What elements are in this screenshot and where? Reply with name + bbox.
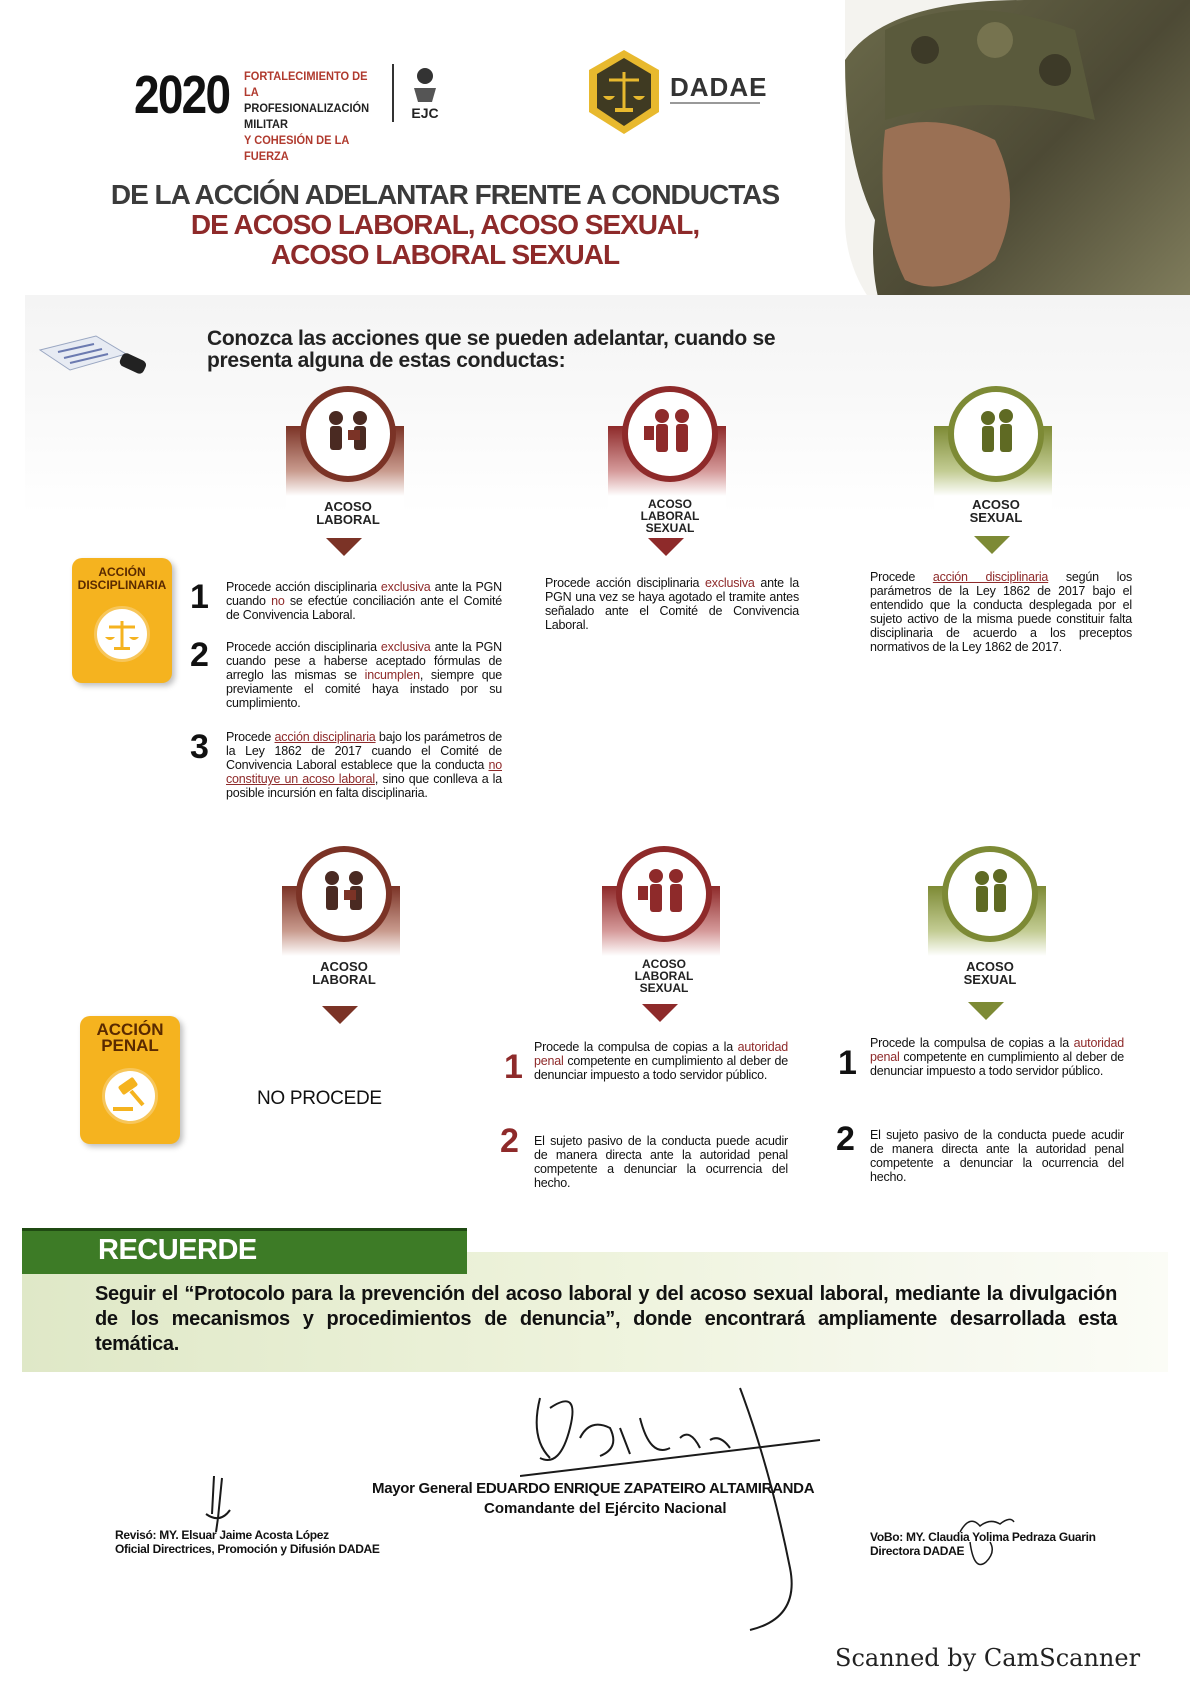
penal-ls-number-1: 1	[504, 1048, 523, 1086]
svg-text:EJC: EJC	[411, 105, 439, 121]
vobo-block: VoBo: MY. Claudia Yolima Pedraza Guarin Directora DADAE	[870, 1530, 1096, 1558]
signer-role: Comandante del Ejército Nacional	[484, 1500, 727, 1517]
dadae-logo-underline	[670, 102, 760, 104]
campaign-logo-text: FORTALECIMIENTO DE LA PROFESIONALIZACIÓN MILITAR Y COHESIÓN DE LA FUERZA	[244, 69, 370, 163]
harassment-office-icon	[616, 846, 712, 942]
penal-sexual-item-2: El sujeto pasivo de la conducta puede acudir de manera directa ante la autoridad penal competente a denunciar la ocurrencia del hecho.	[870, 1128, 1124, 1184]
item-number-1: 1	[190, 578, 209, 616]
year-logo: 2020	[134, 65, 230, 125]
item-number-2: 2	[190, 636, 209, 674]
harassment-people-icon	[300, 386, 396, 482]
recuerde-label: RECUERDE	[98, 1234, 257, 1266]
badge-acoso-laboral-sexual-1: ACOSO LABORAL SEXUAL	[602, 386, 732, 556]
signer-name: Mayor General EDUARDO ENRIQUE ZAPATEIRO ALTAMIRANDA	[372, 1480, 815, 1497]
harassment-couple-icon	[942, 846, 1038, 942]
badge-acoso-laboral-sexual-2: ACOSO LABORAL SEXUAL	[596, 846, 726, 1016]
scanner-watermark: Scanned by CamScanner	[835, 1644, 1141, 1672]
army-emblem-icon	[400, 62, 450, 124]
badge-acoso-laboral-1: ACOSO LABORAL	[280, 386, 410, 556]
badge-acoso-sexual-1: ACOSO SEXUAL	[928, 386, 1058, 556]
accion-disciplinaria-box: ACCIÓN DISCIPLINARIA	[72, 558, 172, 683]
badge-acoso-sexual-2: ACOSO SEXUAL	[922, 846, 1052, 1016]
disciplinaria-laboral-item-1: Procede acción disciplinaria exclusiva ante la PGN cuando no se efectúe conciliación ante el Comité de Convivencia Laboral.	[226, 580, 502, 622]
penal-ls-number-2: 2	[500, 1122, 519, 1160]
item-number-3: 3	[190, 728, 209, 766]
reviso-signature-image	[200, 1474, 240, 1534]
penal-s-number-1: 1	[838, 1044, 857, 1082]
disciplinaria-laboral-sexual-text: Procede acción disciplinaria exclusiva ante la PGN una vez se haya agotado el tramite antes señalado ante el Comité de Convivencia Laboral.	[545, 576, 799, 632]
scales-icon	[94, 606, 150, 662]
intro-text: Conozca las acciones que se pueden adelantar, cuando se presenta alguna de estas conductas:	[207, 327, 776, 372]
disciplinaria-sexual-text: Procede acción disciplinaria según los parámetros de la Ley 1862 de 2017 bajo el entendido que la conducta desplegada por el sujeto activo de la misma puede constituir falta disciplinaria de acuerdo a los preceptos normativos de la Ley 1862 de 2017.	[870, 570, 1132, 654]
dadae-logo-text: DADAE	[670, 72, 768, 102]
harassment-office-icon	[622, 386, 718, 482]
penal-laboral-sexual-item-1: Procede la compulsa de copias a la autoridad penal competente en cumplimiento al deber de denunciar impuesto a todo servidor público.	[534, 1040, 788, 1082]
harassment-couple-icon	[948, 386, 1044, 482]
penal-laboral-sexual-item-2: El sujeto pasivo de la conducta puede acudir de manera directa ante la autoridad penal competente a denunciar la ocurrencia del hecho.	[534, 1134, 788, 1190]
penal-laboral-no-procede: NO PROCEDE	[257, 1088, 382, 1109]
gavel-icon	[102, 1068, 158, 1124]
reviso-block: Revisó: MY. Elsuar Jaime Acosta López Oficial Directrices, Promoción y Difusión DADAE	[115, 1528, 380, 1556]
disciplinaria-laboral-item-2: Procede acción disciplinaria exclusiva ante la PGN cuando pese a haberse aceptado fórmulas de arreglo las mismas se incumplen, siempre que previamente el comité haya instado por su cumplimiento.	[226, 640, 503, 710]
harassment-people-icon	[296, 846, 392, 942]
logo-divider	[392, 64, 394, 122]
disciplinaria-laboral-item-3: Procede acción disciplinaria bajo los parámetros de la Ley 1862 de 2017 cuando el Comité de Convivencia Laboral establece que la conducta no constituye un acoso laboral, sino que conlleva a la posible incursión en falta disciplinaria.	[226, 730, 502, 800]
page-title: DE LA ACCIÓN ADELANTAR FRENTE A CONDUCTAS DE ACOSO LABORAL, ACOSO SEXUAL, ACOSO LABORAL SEXUAL	[110, 179, 780, 270]
accion-penal-box: ACCIÓN PENAL	[80, 1016, 180, 1144]
penal-sexual-item-1: Procede la compulsa de copias a la autoridad penal competente en cumplimiento al deber de denunciar impuesto a todo servidor público.	[870, 1036, 1124, 1078]
dadae-shield-icon	[585, 48, 663, 136]
penal-s-number-2: 2	[836, 1120, 855, 1158]
badge-acoso-laboral-2: ACOSO LABORAL	[276, 846, 406, 1016]
document-pen-icon	[36, 334, 146, 376]
recuerde-text: Seguir el “Protocolo para la prevención del acoso laboral y del acoso sexual laboral, mediante la divulgación de los mecanismos y procedimientos de denuncia”, donde encontrará ampliamente desarrollada esta temática.	[95, 1283, 1117, 1355]
